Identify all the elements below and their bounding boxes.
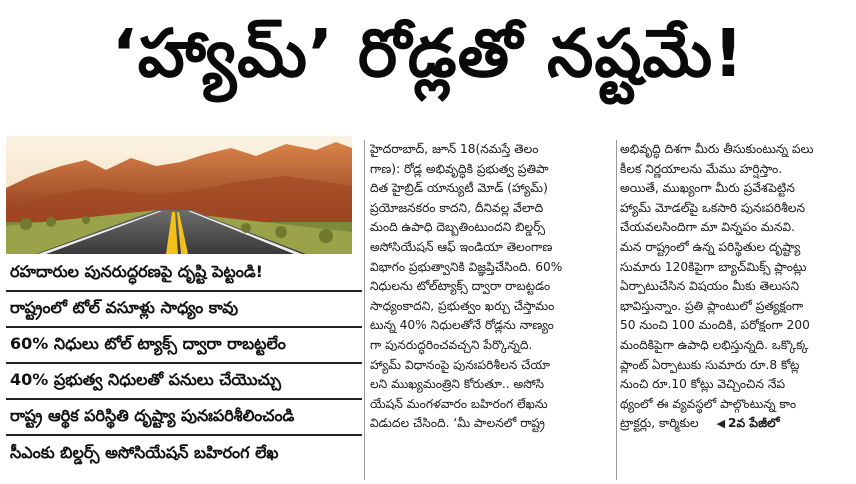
key-point: సీఎంకు బిల్డర్స్ అసోసియేషన్ బహిరంగ లేఖ: [10, 442, 279, 462]
key-point: 60% నిధులు టోల్ ట్యాక్స్ ద్వారా రాబట్టలేం: [6, 328, 362, 364]
text-line: కీలక నిర్ణయాలను మేము హర్షిస్తాం.: [620, 161, 783, 176]
text-line: సుమారు 120కిపైగా బ్యాచ్‌మిక్స్ ప్లాంట్లు: [620, 259, 807, 274]
continued-marker[interactable]: [717, 416, 780, 430]
text-line: ఏర్పాటుచేసిన విషయం మీకు తెలుసని: [620, 279, 800, 294]
key-point: 40% ప్రభుత్వ నిధులతో పనులు చేయొచ్చు: [6, 364, 362, 400]
key-point: రాష్ట్ర ఆర్థిక పరిస్థితి దృష్ట్యా పునఃపరిశీలించండి: [6, 400, 362, 436]
road-mountain-photo: [6, 136, 352, 254]
text-line: హ్యామ్ మోడల్‌పై ఒకసారి పునఃపరిశీలన: [620, 200, 806, 215]
text-line: దిత హైబ్రిడ్ యాన్యుటీ మోడ్ (హ్యామ్): [370, 181, 548, 196]
text-line: సాధ్యంకాదని, ప్రభుత్వం ఖర్చు చేస్తామం: [370, 298, 555, 313]
column-divider: [364, 140, 365, 480]
article-column-2: [370, 140, 614, 434]
text-line: టున్న 40% నిధులతోనే రోడ్లను నాణ్యం: [370, 318, 554, 333]
text-line: భావిస్తున్నాం. ప్రతి ప్లాంటులో ప్రత్యక్షంగా: [620, 298, 804, 313]
headline: ‘హ్యామ్’ రోడ్లతో నష్టమే!: [111, 14, 745, 92]
text-line: విడుదల చేసింది. ‘మీ పాలనలో రాష్ట్ర: [370, 416, 545, 431]
text-line: హ్యామ్ విధానంపై పునఃపరిశీలన చేయా: [370, 357, 551, 372]
text-line: అయితే, ముఖ్యంగా మీరు ప్రవేశపెట్టిన: [620, 181, 795, 196]
text-line: థ్యంలో ఈ వ్యవస్థలో పాల్గొంటున్న కాం: [620, 396, 797, 411]
text-line: అసోసియేషన్ ఆఫ్ ఇండియా తెలంగాణ: [370, 239, 553, 254]
text-line: చేయవలసిందిగా మా విన్నపం మనవి.: [620, 220, 795, 235]
key-points-list: [6, 256, 362, 472]
photo-illustration: [6, 136, 352, 254]
triangle-right-icon: ◀: [716, 417, 726, 431]
key-point: రాష్ట్రంలో టోల్ వసూళ్లు సాధ్యం కావు: [6, 292, 362, 328]
text-line: నిధులను టోల్‌ట్యాక్స్ ద్వారా రాబట్టడం: [370, 279, 551, 294]
text-line-with-continuation: [620, 414, 852, 434]
text-line: నుంచి రూ.10 కోట్లు వెచ్చించిన నేప: [620, 377, 786, 392]
text-line: మన రాష్ట్రంలో ఉన్న పరిస్థితుల దృష్ట్యా: [620, 239, 801, 254]
text-line: లని ముఖ్యమంత్రిని కోరుతూ.. అసోసి: [370, 377, 545, 392]
article-column-3: [620, 140, 852, 434]
text-line: ప్రయోజనకరం కాదని, దీనివల్ల వేలాది: [370, 200, 544, 215]
text-line: హైదరాబాద్, జూన్ 18(నమస్తే తెలం: [370, 142, 539, 156]
text-line: 50 నుంచి 100 మందికి, పరోక్షంగా 200: [620, 318, 810, 333]
text-line: గా పునరుద్ధరించవచ్చని పేర్కొన్నది.: [370, 337, 533, 352]
text-line: ట్రాక్టర్లు, కార్మికుల: [620, 416, 699, 431]
key-point: రహదారుల పునరుద్ధరణపై దృష్టి పెట్టండి!: [6, 256, 362, 292]
continued-label: 2వ పేజీలో: [728, 416, 780, 431]
column-divider: [616, 140, 617, 480]
text-line: గాణ): రోడ్ల అభివృద్ధికి ప్రభుత్వ ప్రతిపా: [370, 161, 549, 176]
text-line: ప్లాంట్ ఏర్పాటుకు సుమారు రూ.8 కోట్ల: [620, 357, 800, 372]
text-line: మంది ఉపాధి దెబ్బతింటుందని బిల్డర్స్: [370, 220, 546, 235]
text-line: మందికిపైగా ఉపాధి లభిస్తున్నది. ఒక్కొక్క: [620, 337, 809, 352]
text-line: అభివృద్ధి దిశగా మీరు తీసుకుంటున్న పలు: [620, 142, 814, 156]
text-line: యేషన్ మంగళవారం బహిరంగ లేఖను: [370, 396, 548, 411]
text-line: విభాగం ప్రభుత్వానికి విజ్ఞప్తిచేసింది. 60%: [370, 259, 563, 274]
